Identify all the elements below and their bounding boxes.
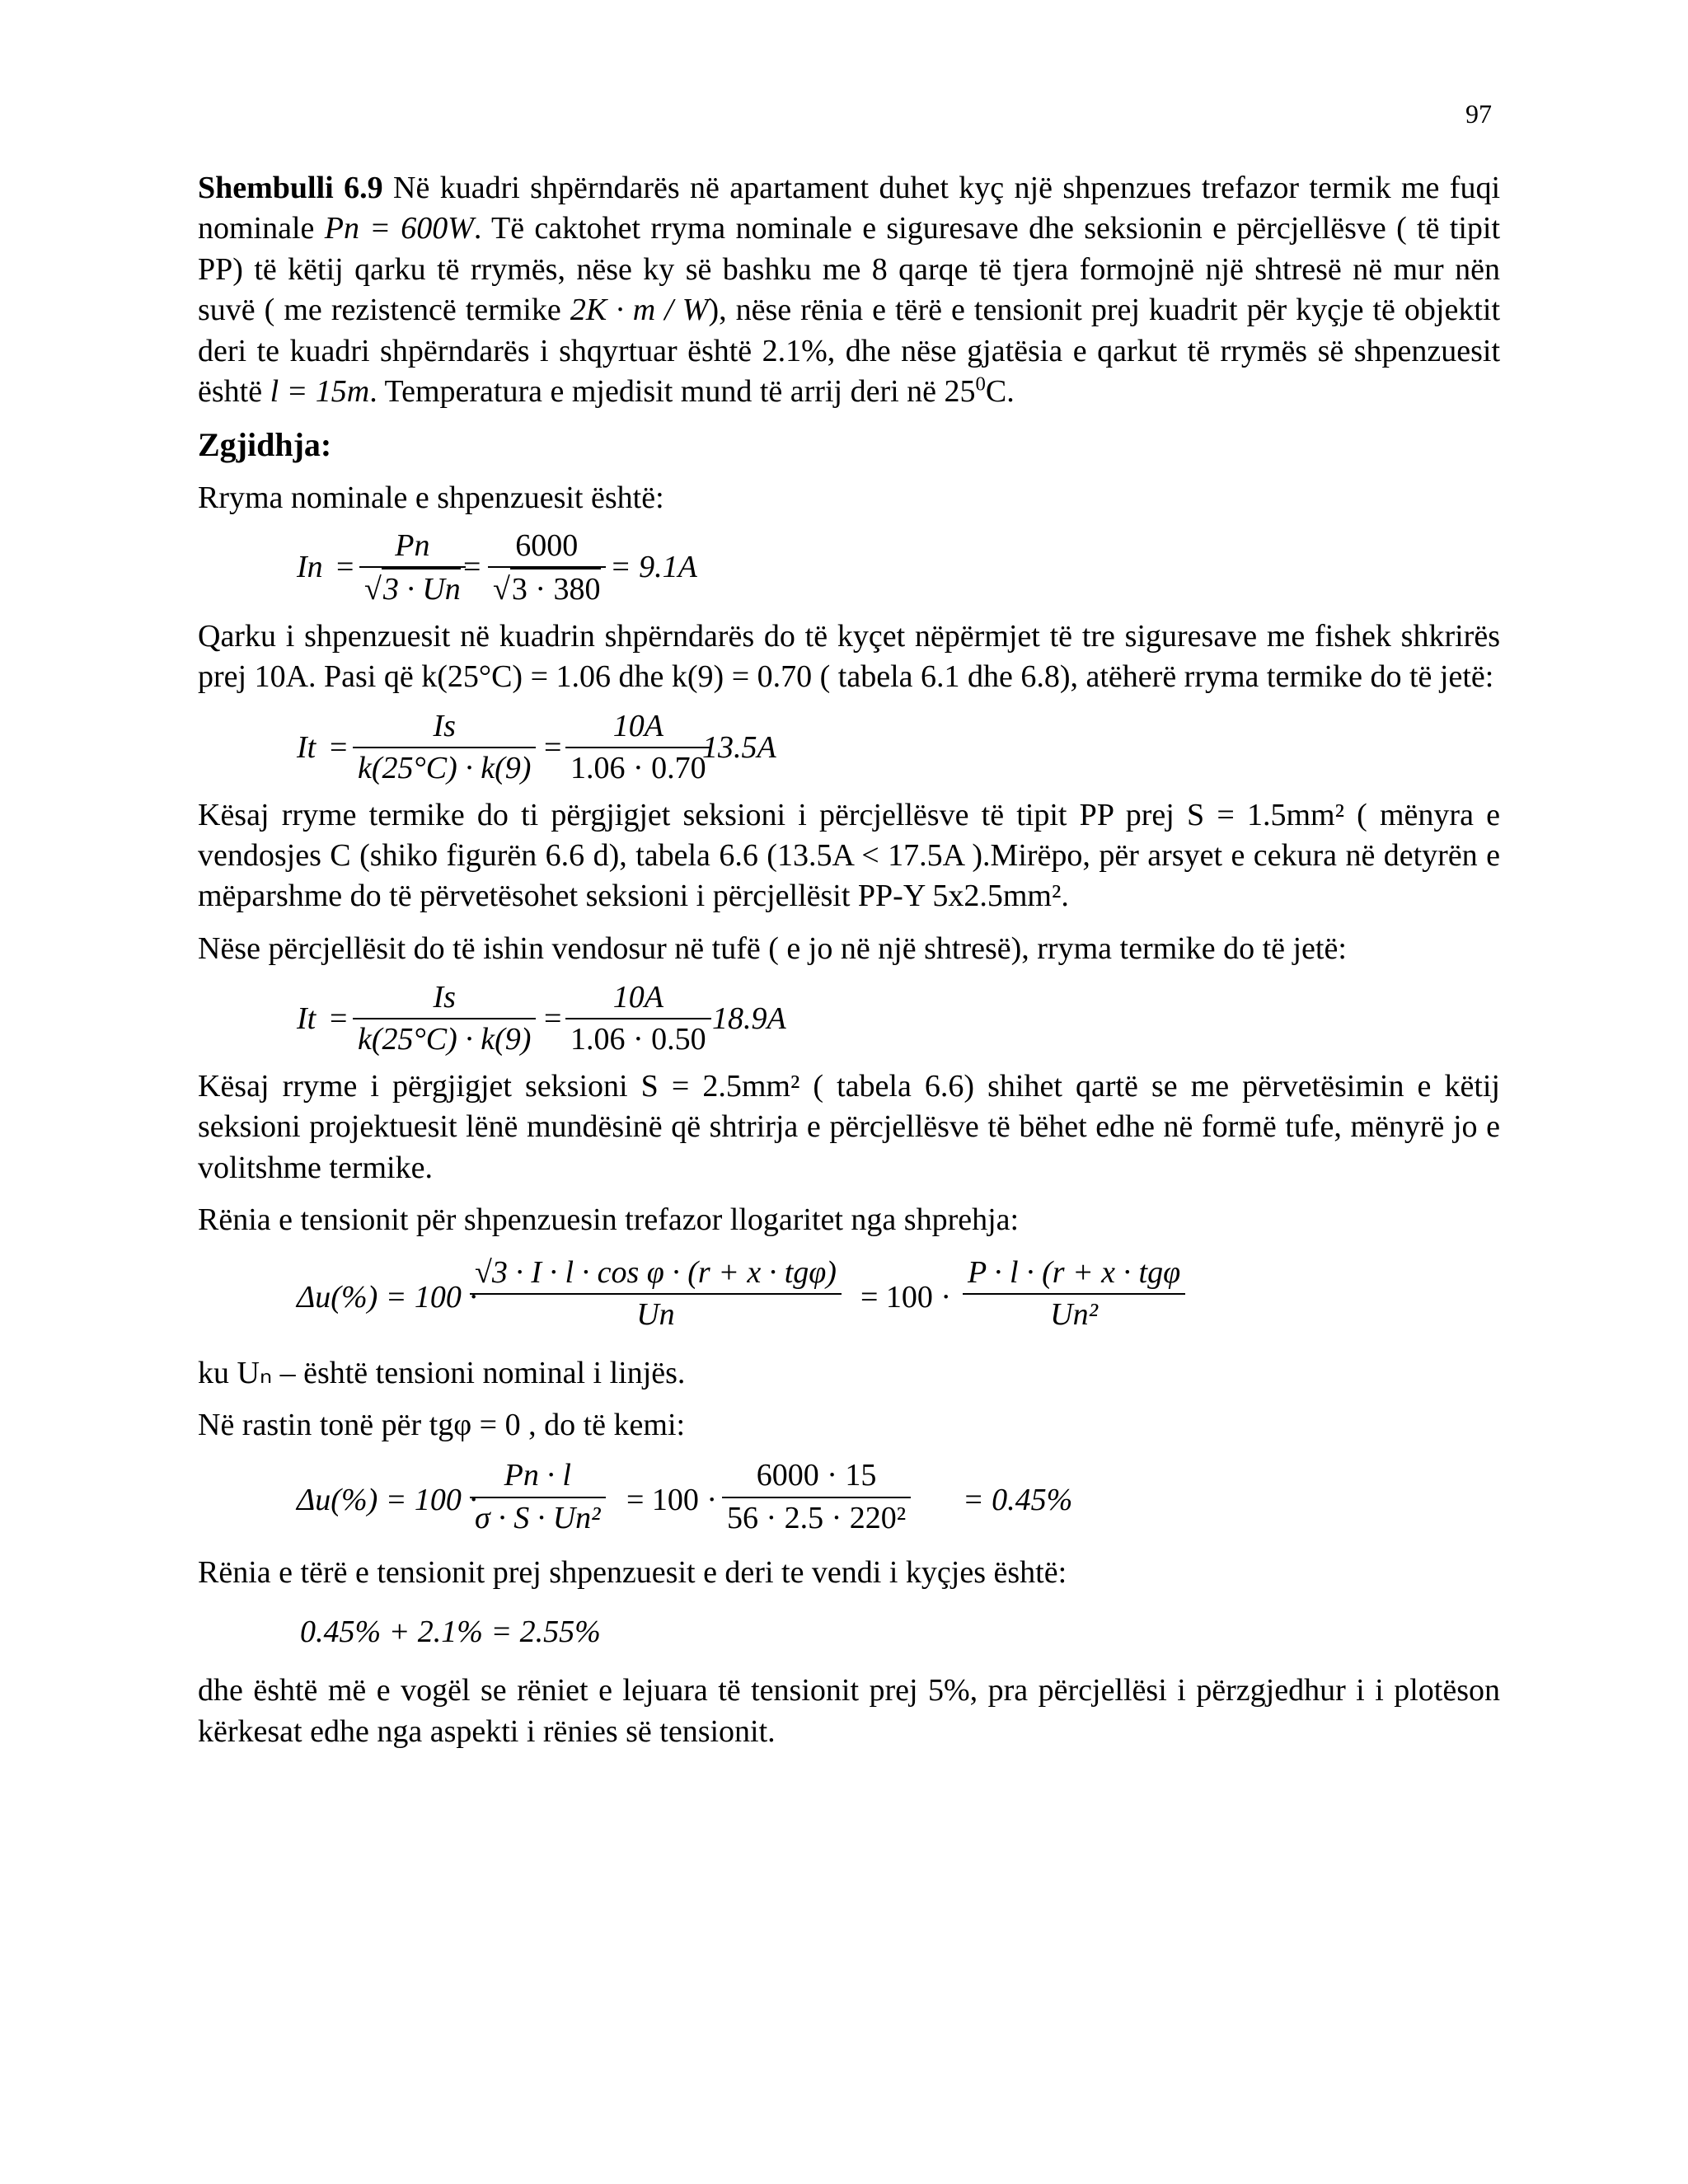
eq4-fraction-2	[963, 1253, 1185, 1336]
temp-superscript: 0	[975, 373, 986, 396]
example-paragraph	[198, 168, 1500, 412]
solution-p6: Rënia e tensionit për shpenzuesin trefazor llogaritet nga shprehja:	[198, 1202, 1020, 1238]
eq4-num1: √3 · I · l · cos φ · (r + x · tgφ)	[470, 1253, 842, 1295]
eq3-lhs: It	[297, 1001, 316, 1037]
eq1-result: = 9.1A	[610, 549, 697, 584]
eq5-fraction-1	[470, 1455, 606, 1539]
eq3-den: 1.06 · 0.50	[570, 1022, 706, 1057]
eq5-num2: 6000 · 15	[722, 1455, 911, 1497]
eq5-lhs: Δu(%) = 100 ·	[297, 1483, 477, 1518]
solution-p10: dhe është më e vogël se rëniet e lejuara të tensionit prej 5%, pra përcjellësi i përzgjedhur i i plotëson kërkesat edhe nga aspekti i rënies së tensionit.	[198, 1673, 1500, 1749]
math-resistance: 2K · m / W	[570, 293, 709, 328]
math-length: l = 15m	[270, 373, 370, 409]
example-heading: Shembulli 6.9	[198, 171, 383, 205]
eq4-den2: Un²	[1050, 1297, 1098, 1333]
eq4-lhs: Δu(%) = 100 ·	[297, 1279, 477, 1315]
eq1-equals: =	[336, 549, 354, 584]
equation-voltage-drop-numeric	[198, 1446, 1500, 1553]
eq1-symbolic-fraction	[359, 526, 466, 611]
eq1-den: √3 · 380	[488, 568, 606, 610]
eq2-den: 1.06 · 0.70	[570, 750, 706, 785]
eq2-sym-num: Is	[353, 706, 536, 748]
eq4-mid: = 100 ·	[860, 1279, 952, 1315]
eq2-lhs: It	[297, 729, 316, 765]
equation-nominal-current	[198, 519, 1500, 616]
example-text-5: C.	[985, 373, 1015, 409]
eq3-num: 10A	[565, 977, 711, 1019]
eq3-sym-den: k(25°C) · k(9)	[358, 1022, 532, 1057]
eq2-symbolic-fraction	[353, 706, 536, 790]
eq1-equals-2: =	[463, 549, 481, 584]
solution-p9: Rënia e tërë e tensionit prej shpenzuesit e deri te vendi i kyçjes është:	[198, 1555, 1067, 1591]
eq1-numeric-fraction	[488, 526, 606, 611]
example-text-4: . Temperatura e mjedisit mund të arrij deri në 25	[369, 373, 976, 409]
eq5-mid: = 100 ·	[626, 1483, 718, 1518]
eq3-numeric-fraction	[565, 977, 711, 1061]
sqrt-icon: √	[493, 572, 510, 607]
eq1-sym-num: Pn	[359, 526, 466, 568]
equation-total-drop: 0.45% + 2.1% = 2.55%	[300, 1614, 601, 1649]
solution-p8: Në rastin tonë për tgφ = 0 , do të kemi:	[198, 1408, 686, 1443]
eq1-lhs: In	[297, 549, 323, 584]
eq3-symbolic-fraction	[353, 977, 536, 1061]
page-content	[198, 168, 1500, 1752]
eq5-den2: 56 · 2.5 · 220²	[727, 1500, 907, 1535]
eq2-numeric-fraction	[565, 706, 711, 790]
equation-voltage-drop-general	[198, 1241, 1500, 1353]
solution-p3: Kësaj rryme termike do ti përgjigjet seksioni i përcjellësve të tipit PP prej S = 1.5mm² ( mënyra e vendosjes C (shiko figurën 6.6 d), tabela 6.6 (13.5A < 17.5A ).Mirëpo, për arsyet e cekura në detyrën e mëparshme do të përvetësohet seksioni i përcjellësit PP-Y 5x2.5mm².	[198, 797, 1500, 914]
eq5-num1: Pn · l	[470, 1455, 606, 1497]
eq3-equals-2: =	[544, 1001, 562, 1037]
math-power: Pn = 600W	[324, 211, 474, 246]
sqrt-icon: √	[364, 572, 382, 607]
eq3-sym-num: Is	[353, 977, 536, 1019]
eq1-num: 6000	[488, 526, 606, 568]
eq5-den1: σ · S · Un²	[475, 1500, 601, 1535]
eq2-num: 10A	[565, 706, 711, 748]
eq1-sym-den: √3 · Un	[359, 568, 466, 610]
solution-heading: Zgjidhja:	[198, 426, 332, 464]
example-text-2: . Të caktohet rryma nominale e siguresave dhe seksionin e përcjellësve ( të tipit PP) të këtij qarku të rrymës, nëse ky së bashku me 8 qarqe të tjera formojnë një shtresë në mur nën suvë ( me rezistencë termike	[198, 211, 1501, 328]
eq3-equals: =	[330, 1001, 348, 1037]
equation-thermal-current-layer	[198, 698, 1500, 795]
example-text-1: Në kuadri shpërndarës në apartament duhet kyç një shpenzues trefazor termik me fuqi nominale	[198, 171, 1500, 246]
solution-p5: Kësaj rryme i përgjigjet seksioni S = 2.5mm² ( tabela 6.6) shihet qartë se me përvetësimin e këtij seksioni projektuesit lënë mundësinë që shtrirja e përcjellësve të bëhet edhe në formë tufe, mënyrë jo e volitshme termike.	[198, 1069, 1500, 1185]
eq5-result: = 0.45%	[963, 1483, 1073, 1518]
eq2-equals-2: =	[544, 729, 562, 765]
solution-p1: Rryma nominale e shpenzuesit është:	[198, 480, 664, 516]
solution-p2: Qarku i shpenzuesit në kuadrin shpërndarës do të kyçet nëpërmjet të tre siguresave me fishek shkrirës prej 10A. Pasi që k(25°C) = 1.06 dhe k(9) = 0.70 ( tabela 6.1 dhe 6.8), atëherë rryma termike do të jetë:	[198, 618, 1500, 695]
page-number: 97	[1465, 99, 1492, 129]
eq4-fraction-1	[470, 1253, 842, 1336]
eq4-den1: Un	[636, 1297, 675, 1333]
sqrt-icon: √	[475, 1254, 492, 1290]
eq5-fraction-2	[722, 1455, 911, 1539]
solution-p7: ku Uₙ – është tensioni nominal i linjës.	[198, 1355, 686, 1390]
eq2-equals: =	[330, 729, 348, 765]
eq3-result: 18.9A	[712, 1001, 786, 1037]
example-text-3: ), nëse rënia e tërë e tensionit prej kuadrit për kyçje të objektit deri te kuadri shpërndarës i shqyrtuar është 2.1%, dhe nëse gjatësia e qarkut të rrymës së shpenzuesit është	[198, 293, 1501, 409]
solution-p4: Nëse përcjellësit do të ishin vendosur në tufë ( e jo në një shtresë), rryma termike do të jetë:	[198, 930, 1347, 966]
eq4-num2: P · l · (r + x · tgφ	[963, 1253, 1185, 1295]
eq2-result: 13.5A	[702, 729, 776, 765]
eq2-sym-den: k(25°C) · k(9)	[358, 750, 532, 785]
equation-thermal-current-bundle	[198, 969, 1500, 1066]
